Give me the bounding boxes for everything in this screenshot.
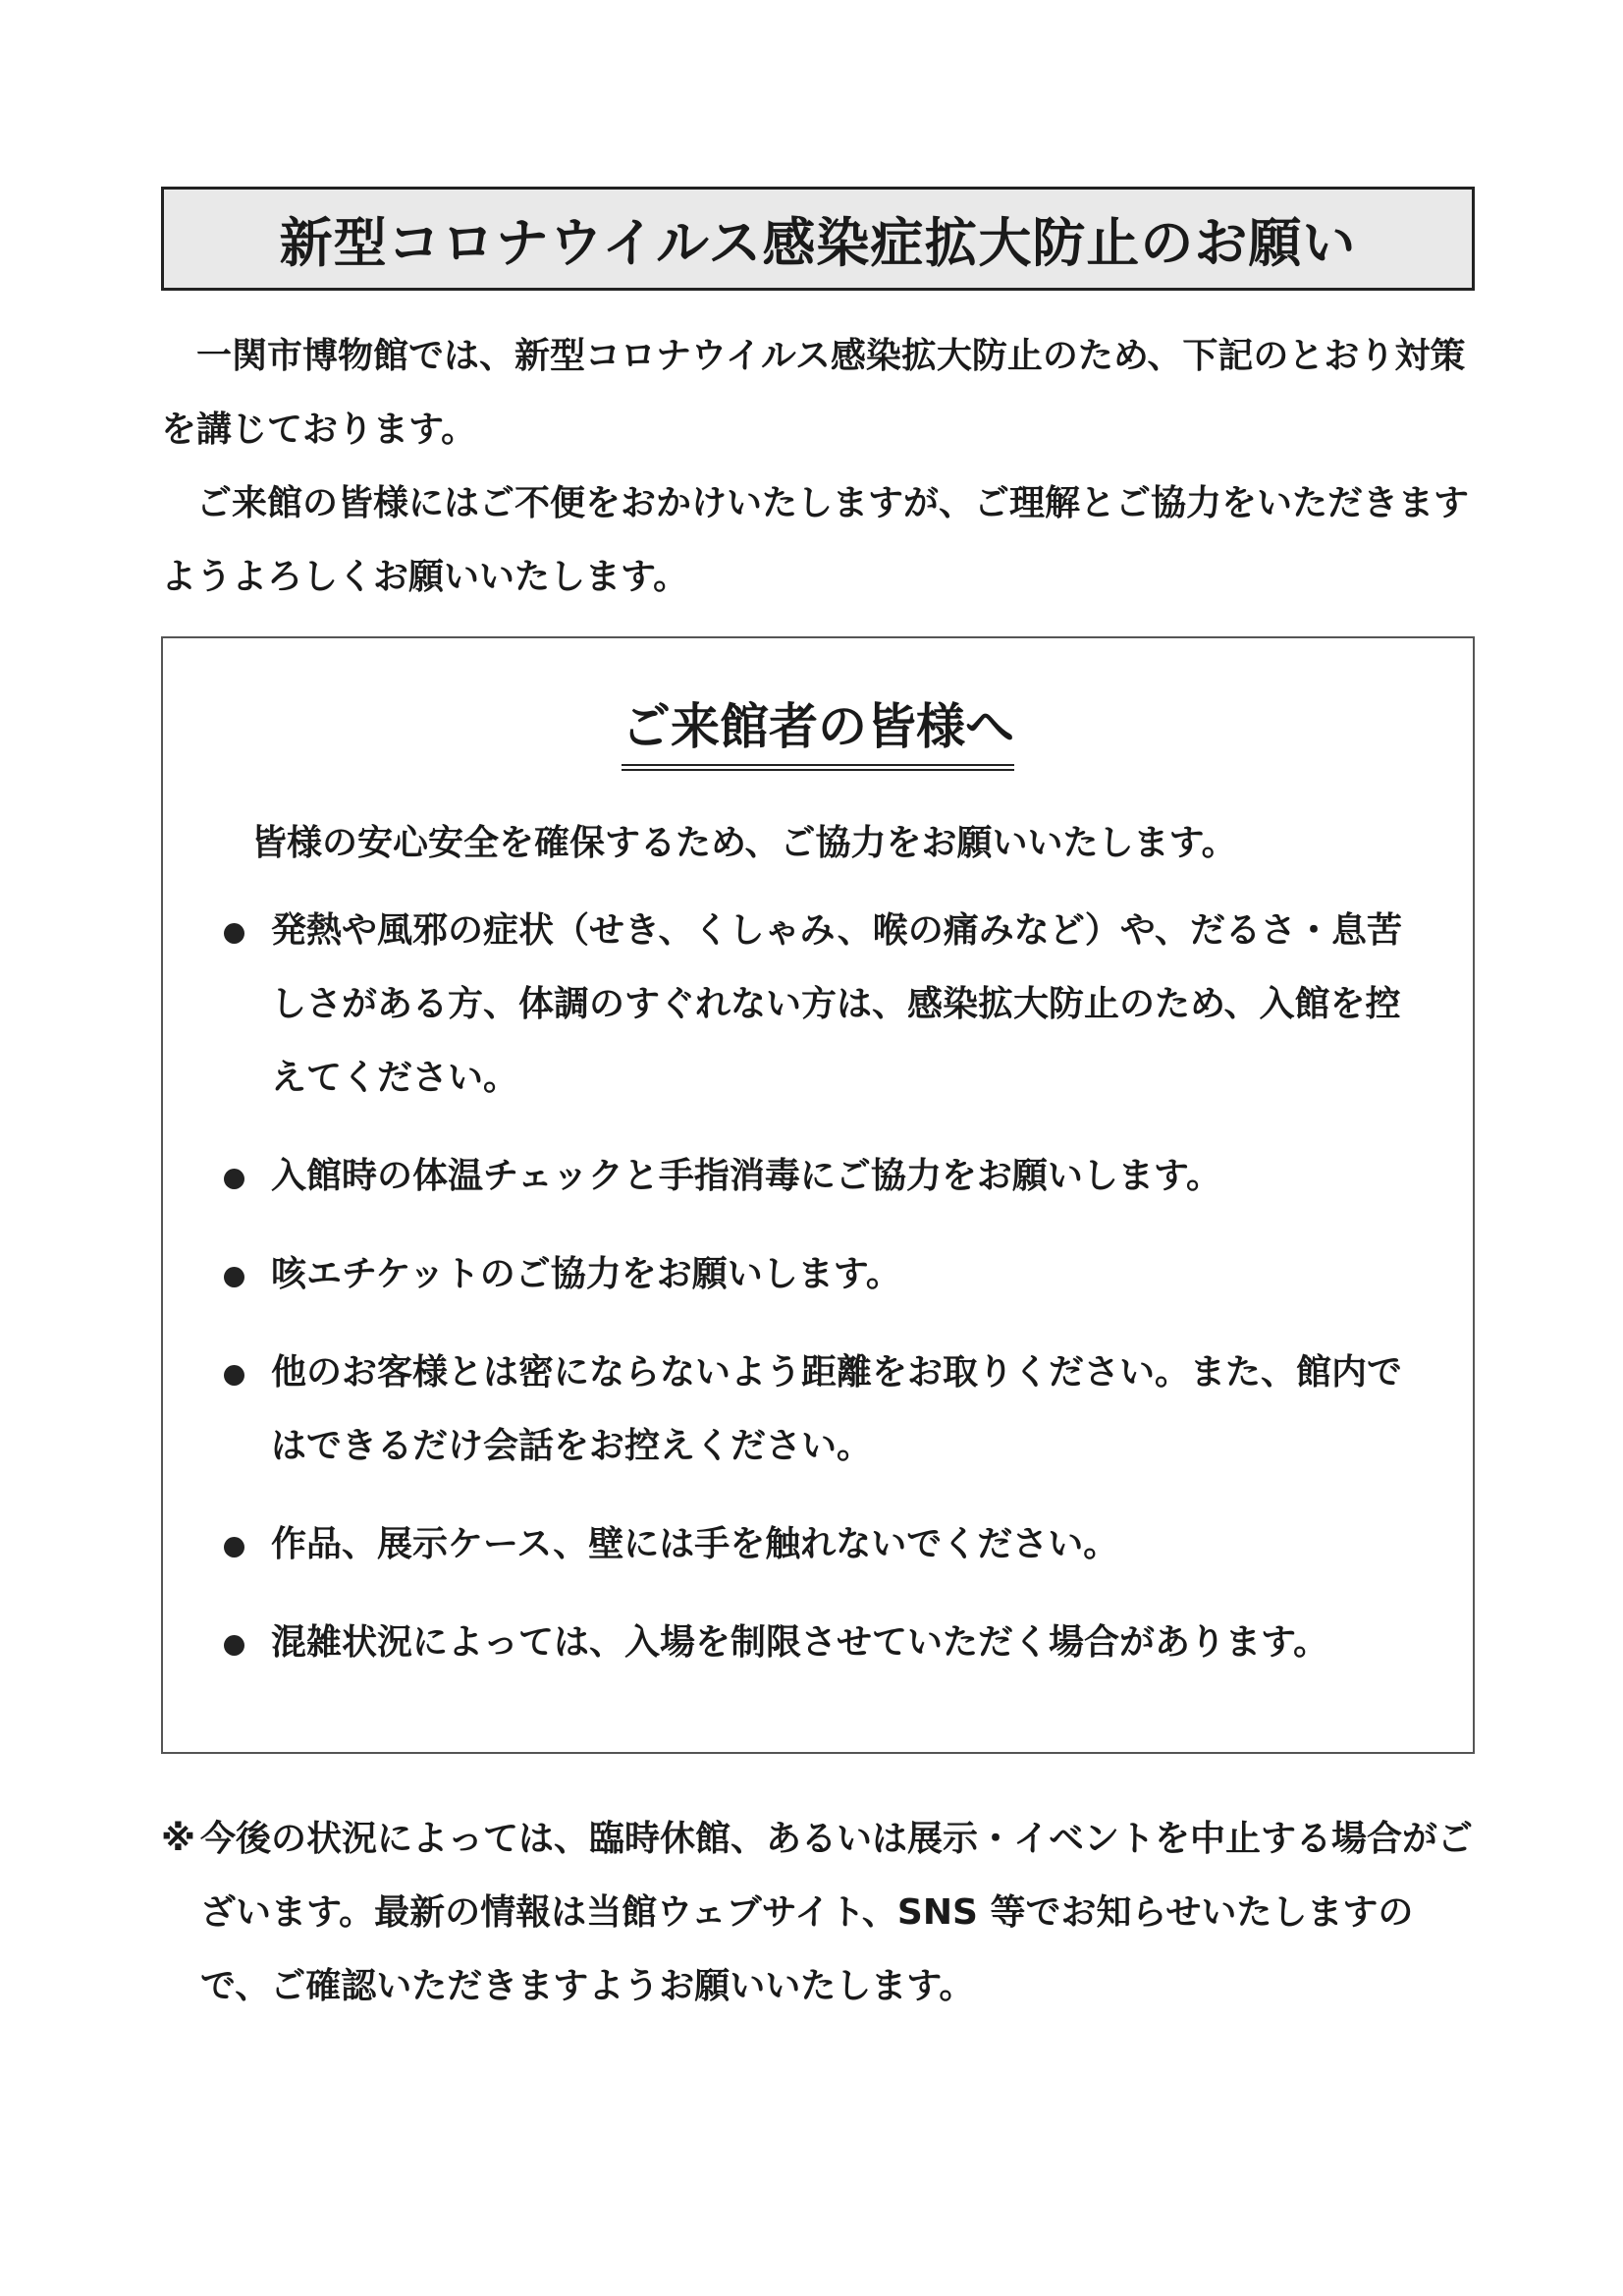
title-box xyxy=(161,187,1475,291)
list-item xyxy=(218,894,1435,1115)
bullet-icon xyxy=(224,923,244,944)
notice-lead: 皆様の安心安全を確保するため、ご協力をお願いいたします。 xyxy=(251,823,1237,863)
page-title: 新型コロナウイルス感染症拡大防止のお願い xyxy=(279,211,1357,274)
list-item-text: 咳エチケットのご協力をお願いします。 xyxy=(271,1254,901,1294)
intro-section xyxy=(161,319,1475,614)
list-item xyxy=(218,1237,1435,1311)
notice-heading-wrap xyxy=(163,687,1473,771)
bullet-icon xyxy=(224,1365,244,1386)
list-item-text: 作品、展示ケース、壁には手を触れないでください。 xyxy=(271,1524,1119,1564)
bullet-icon xyxy=(224,1169,244,1189)
list-item-text: 混雑状況によっては、入場を制限させていただく場合があります。 xyxy=(271,1622,1329,1663)
intro-paragraph: ご来館の皆様にはご不便をおかけいたしますが、ご理解とご協力をいただきますようよろしくお願いいたします。 xyxy=(161,483,1470,597)
list-item xyxy=(218,1336,1435,1483)
footnote-text: 今後の状況によっては、臨時休館、あるいは展示・イベントを中止する場合がございます。最新の情報は当館ウェブサイト、SNS 等でお知らせいたしますので、ご確認いただきますようお願いいたします。 xyxy=(200,1819,1474,2006)
notice-box xyxy=(161,636,1475,1754)
list-item-text: 発熱や風邪の症状（せき、くしゃみ、喉の痛みなど）や、だるさ・息苦しさがある方、体調のすぐれない方は、感染拡大防止のため、入館を控えてください。 xyxy=(271,910,1403,1098)
list-item-text: 他のお客様とは密にならないよう距離をお取りください。また、館内ではできるだけ会話をお控えください。 xyxy=(271,1352,1403,1466)
list-item xyxy=(218,1507,1435,1581)
reference-mark-icon: ※ xyxy=(161,1819,195,1859)
list-item-text: 入館時の体温チェックと手指消毒にご協力をお願いします。 xyxy=(271,1156,1222,1196)
bullet-icon xyxy=(224,1537,244,1558)
notice-bullet-list xyxy=(218,894,1435,1704)
bullet-icon xyxy=(224,1635,244,1656)
notice-heading: ご来館者の皆様へ xyxy=(622,687,1014,771)
intro-paragraph: 一関市博物館では、新型コロナウイルス感染拡大防止のため、下記のとおり対策を講じております。 xyxy=(161,336,1466,450)
bullet-icon xyxy=(224,1267,244,1287)
list-item xyxy=(218,1139,1435,1213)
footnote xyxy=(161,1802,1475,2023)
list-item xyxy=(218,1606,1435,1679)
